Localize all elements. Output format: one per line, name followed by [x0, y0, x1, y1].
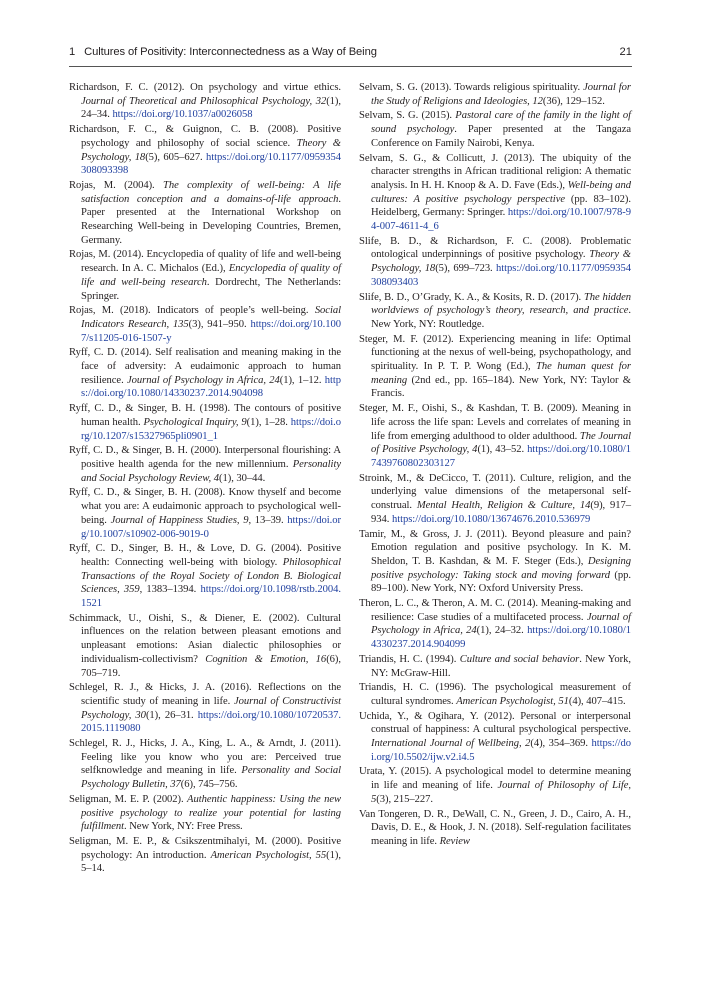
reference-text: (1), 30–44. — [219, 472, 266, 484]
chapter-title: Cultures of Positivity: Interconnectedness as a Way of Being — [84, 46, 377, 58]
reference-source: Well-being and cultures: A positive psychology perspective — [371, 179, 631, 205]
reference-entry — [69, 179, 341, 248]
reference-source: Encyclopedia of quality of life and well-being research — [81, 263, 342, 288]
reference-text: Steger, M. F., Oishi, S., & Kashdan, T. B. (2009). Meaning in life across the life span: Levels and correlates of meaning in life from emerging adulthood to older adulthood. — [359, 403, 631, 442]
reference-source: American Psychologist, 55 — [210, 849, 327, 861]
reference-entry — [359, 528, 631, 597]
reference-source: The complexity of well-being: A life satisfaction conception and a domains-of-life approach — [81, 179, 341, 205]
header-rule — [69, 66, 632, 67]
reference-entry — [69, 346, 341, 401]
reference-entry — [69, 737, 341, 792]
reference-text: (3), 215–227. — [376, 793, 433, 805]
running-header — [69, 46, 632, 66]
doi-link[interactable]: https://doi.org/10.1007/s11205-016-1507-y — [81, 318, 341, 344]
reference-source: The hidden worldviews of psychology’s theory, research, and practice — [371, 291, 631, 317]
doi-link[interactable]: https://doi.org/10.1080/14330237.2014.904099 — [371, 625, 631, 651]
reference-source: Journal of Philosophy of Life, 5 — [371, 780, 631, 805]
doi-link[interactable]: https://doi.org/10.1080/10720537.2015.1119080 — [81, 709, 341, 735]
reference-text: Ryff, C. D., & Singer, B. H. (2000). Interpersonal flourishing: A positive health agenda for the new millennium. — [69, 445, 341, 470]
reference-text: Triandis, H. C. (1996). The psychological measurement of cultural syndromes. — [359, 682, 631, 707]
reference-text: . New York, NY: Free Press. — [124, 821, 243, 833]
reference-text: (1), 24–34. — [81, 95, 341, 121]
reference-source: Personality and Social Psychology Review, 4 — [81, 458, 341, 484]
reference-source: Authentic happiness: Using the new positive psychology to realize your potential for lasting fulfillment — [81, 793, 341, 833]
reference-source: Journal of Psychology in Africa, 24 — [371, 611, 631, 637]
reference-text: (36), 129–152. — [542, 95, 605, 107]
reference-text: (1), 24–32. — [476, 625, 528, 637]
doi-link[interactable]: https://doi.org/10.1177/0959354308093403 — [371, 263, 632, 288]
chapter-number: 1 — [69, 46, 76, 58]
reference-entry — [69, 835, 341, 876]
reference-entry — [359, 808, 631, 849]
reference-text: Seligman, M. E. P. (2002). — [69, 793, 188, 805]
reference-text: (5), 605–627. — [145, 151, 207, 163]
reference-entry — [69, 81, 341, 122]
reference-text: Slife, B. D., O’Grady, K. A., & Kosits, R. D. (2017). — [359, 291, 584, 303]
reference-entry — [359, 472, 631, 527]
reference-text: Slife, B. D., & Richardson, F. C. (2008). Problematic ontological underpinnings of positive psychology. — [359, 235, 631, 261]
reference-text: (1), 26–31. — [145, 709, 198, 721]
reference-text: . New York, NY: McGraw-Hill. — [371, 653, 631, 679]
reference-text: . New York, NY: Routledge. — [371, 305, 631, 330]
reference-text: Schlegel, R. J., & Hicks, J. A. (2016). Reflections on the scientific study of meaning in life. — [69, 682, 341, 707]
reference-source: Social Indicators Research, 135 — [81, 305, 341, 330]
reference-text: (5), 699–723. — [435, 263, 497, 275]
reference-text: Seligman, M. E. P., & Csikszentmihalyi, M. (2000). Positive psychology: An introduction. — [69, 835, 341, 861]
reference-text: Van Tongeren, D. R., DeWall, C. N., Green, J. D., Cairo, A. H., Davis, D. E., & Hook, J. N. (2018). Self-regulation facilitates meaning in life. — [359, 808, 631, 847]
reference-source: Journal of Constructivist Psychology, 30 — [81, 695, 341, 721]
doi-link[interactable]: https://doi.org/10.1007/978-94-007-4611-4_6 — [371, 207, 631, 233]
page-number: 21 — [619, 46, 632, 58]
reference-source: International Journal of Wellbeing, 2 — [371, 738, 531, 750]
reference-text: Uchida, Y., & Ogihara, Y. (2012). Personal or interpersonal construal of happiness: A cultural psychological perspective. — [359, 710, 631, 736]
reference-text: (1), 43–52. — [477, 444, 528, 456]
reference-source: Theory & Psychology, 18 — [81, 137, 341, 163]
reference-entry — [359, 710, 631, 765]
reference-source: The human quest for meaning — [371, 361, 631, 386]
doi-link[interactable]: https://doi.org/10.1177/0959354308093398 — [81, 151, 342, 177]
reference-entry — [69, 681, 341, 736]
references-left-column — [69, 81, 341, 877]
reference-entry — [359, 109, 631, 150]
reference-text: (9), 917–934. — [371, 500, 632, 525]
reference-text: . Paper presented at the International Workshop on Researching Well-being in Developing Countries, Bremen, Germany. — [81, 193, 341, 246]
reference-source: Pastoral care of the family in the light of sound psychology — [371, 110, 631, 136]
reference-text: Richardson, F. C., & Guignon, C. B. (2008). Positive psychology and philosophy of social science. — [69, 124, 341, 149]
reference-entry — [359, 333, 631, 402]
doi-link[interactable]: https://doi.org/10.1007/s10902-006-9019-0 — [81, 514, 342, 540]
reference-text: Steger, M. F. (2012). Experiencing meaning in life: Optimal functioning at the nexus of well-being, psychopathology, and spirituality. In P. T. P. Wong (Ed.), — [359, 333, 631, 373]
reference-entry — [359, 681, 631, 708]
reference-source: Personality and Social Psychology Bulletin, 37 — [81, 765, 341, 791]
reference-entry — [359, 235, 631, 290]
reference-text: (4), 354–369. — [530, 738, 592, 750]
reference-entry — [69, 123, 341, 178]
reference-text: Selvam, S. G., & Collicutt, J. (2013). The ubiquity of the character strengths in African traditional religion: A thematic analysis. In H. H. Knoop & A. D. Fave (Eds.), — [359, 152, 631, 191]
reference-text: . Dordrecht, The Netherlands: Springer. — [81, 276, 341, 302]
doi-link[interactable]: https://doi.org/10.1037/a0026058 — [112, 109, 253, 121]
reference-source: Theory & Psychology, 18 — [371, 249, 631, 275]
reference-text: (6), 705–719. — [81, 653, 341, 679]
doi-link[interactable]: https://doi.org/10.1080/13674676.2010.536979 — [391, 513, 591, 525]
reference-source: Journal of Happiness Studies, 9 — [110, 514, 249, 526]
reference-text: Selvam, S. G. (2015). — [359, 110, 456, 122]
reference-entry — [69, 402, 341, 443]
reference-entry — [69, 612, 341, 681]
reference-text: (3), 941–950. — [188, 318, 251, 330]
reference-source: Journal for the Study of Religions and Ideologies, 12 — [371, 82, 631, 107]
reference-entry — [69, 444, 341, 485]
reference-source: Culture and social behavior — [459, 653, 580, 665]
reference-text: Richardson, F. C. (2012). On psychology and virtue ethics. — [69, 82, 341, 93]
reference-text: Tamir, M., & Gross, J. J. (2011). Beyond pleasure and pain? Emotion regulation and positive psychology. In K. M. Sheldon, T. B. Kashdan, & M. F. Steger (Eds.), — [359, 528, 631, 567]
reference-text: Ryff, C. D. (2014). Self realisation and meaning making in the face of adversity: A eudaimonic approach to human resilience. — [69, 347, 341, 386]
reference-text: Ryff, C. D., Singer, B. H., & Love, D. G. (2004). Positive health: Connecting well-being with biology. — [69, 543, 341, 568]
reference-source: Cognition & Emotion, 16 — [205, 653, 327, 665]
reference-text: Rojas, M. (2014). Encyclopedia of quality of life and well-being research. In A. C. Michalos (Ed.), — [69, 249, 341, 275]
reference-text: (6), 745–756. — [180, 779, 238, 791]
reference-source: Mental Health, Religion & Culture, 14 — [416, 500, 591, 512]
reference-text: (pp. 89–100). New York, NY: Oxford University Press. — [371, 569, 631, 595]
reference-text: (4), 407–415. — [568, 695, 626, 707]
reference-entry — [69, 542, 341, 611]
reference-entry — [359, 402, 631, 471]
reference-entry — [359, 81, 631, 108]
reference-source: Review — [439, 835, 470, 847]
reference-entry — [359, 597, 631, 652]
reference-text: Selvam, S. G. (2013). Towards religious spirituality. — [359, 82, 584, 93]
reference-source: Journal of Psychology in Africa, 24 — [126, 374, 280, 386]
reference-text: (1), 1–28. — [246, 416, 291, 428]
reference-text: (1), 1–12. — [279, 374, 325, 386]
reference-entry — [69, 304, 341, 345]
chapter-heading — [69, 46, 377, 58]
reference-text: (2nd ed., pp. 165–184). New York, NY: Taylor & Francis. — [371, 374, 631, 400]
reference-source: Philosophical Transactions of the Royal Society of London B. Biological Sciences, 359 — [81, 556, 341, 596]
reference-entry — [359, 291, 631, 332]
reference-text: Urata, Y. (2015). A psychological model to determine meaning in life and meaning of life. — [359, 766, 631, 792]
reference-text: Ryff, C. D., & Singer, B. H. (1998). The contours of positive human health. — [69, 403, 341, 428]
reference-entry — [69, 793, 341, 834]
reference-entry — [69, 486, 341, 541]
reference-text: (pp. 83–102). Heidelberg, Germany: Springer. — [371, 193, 632, 219]
doi-link[interactable]: https://doi.org/10.1098/rstb.2004.1521 — [81, 584, 341, 610]
reference-text: Schimmack, U., Oishi, S., & Diener, E. (2002). Cultural influences on the relation between pleasant emotions and unpleasant emotions: Asian dialectic philosophies or individualism-collectivism? — [69, 612, 341, 665]
reference-source: Designing positive psychology: Taking stock and moving forward — [371, 555, 631, 581]
reference-text: Stroink, M., & DeCicco, T. (2011). Culture, religion, and the underlying value dimensions of the metapersonal self-construal. — [359, 472, 631, 512]
reference-source: Psychological Inquiry, 9 — [143, 416, 247, 428]
reference-text: Triandis, H. C. (1994). — [359, 653, 460, 665]
reference-text: . Paper presented at the Tangaza Conference on Family Nairobi, Kenya. — [371, 124, 631, 149]
reference-source: Journal of Theoretical and Philosophical Psychology, 32 — [81, 95, 327, 107]
doi-link[interactable]: https://doi.org/10.5502/ijw.v2.i4.5 — [371, 738, 631, 763]
reference-text: Theron, L. C., & Theron, A. M. C. (2014). Meaning-making and resilience: Case studies of a multifaceted process. — [359, 598, 631, 623]
reference-text: Schlegel, R. J., Hicks, J. A., King, L. A., & Arndt, J. (2011). Feeling like you know who you are: Perceived true selfknowledge and meaning in life. — [69, 738, 341, 777]
doi-link[interactable]: https://doi.org/10.1207/s15327965pli0901_1 — [81, 416, 341, 442]
reference-source: The Journal of Positive Psychology, 4 — [371, 430, 631, 456]
doi-link[interactable]: https://doi.org/10.1080/14330237.2014.904098 — [81, 374, 341, 400]
reference-entry — [359, 653, 631, 680]
reference-text: , 13–39. — [248, 514, 288, 526]
reference-text: , 1383–1394. — [139, 584, 201, 596]
references-right-column — [359, 81, 631, 850]
reference-text: (1), 5–14. — [81, 849, 341, 875]
reference-text: Ryff, C. D., & Singer, B. H. (2008). Know thyself and become what you are: A eudaimonic approach to psychological well-being. — [69, 487, 341, 526]
doi-link[interactable]: https://doi.org/10.1080/17439760802303127 — [371, 444, 631, 469]
reference-text: Rojas, M. (2018). Indicators of people’s well-being. — [69, 305, 315, 317]
reference-entry — [359, 152, 631, 234]
reference-entry — [69, 248, 341, 303]
reference-entry — [359, 765, 631, 806]
reference-text: Rojas, M. (2004). — [69, 179, 163, 191]
reference-source: American Psychologist, 51 — [456, 695, 569, 707]
